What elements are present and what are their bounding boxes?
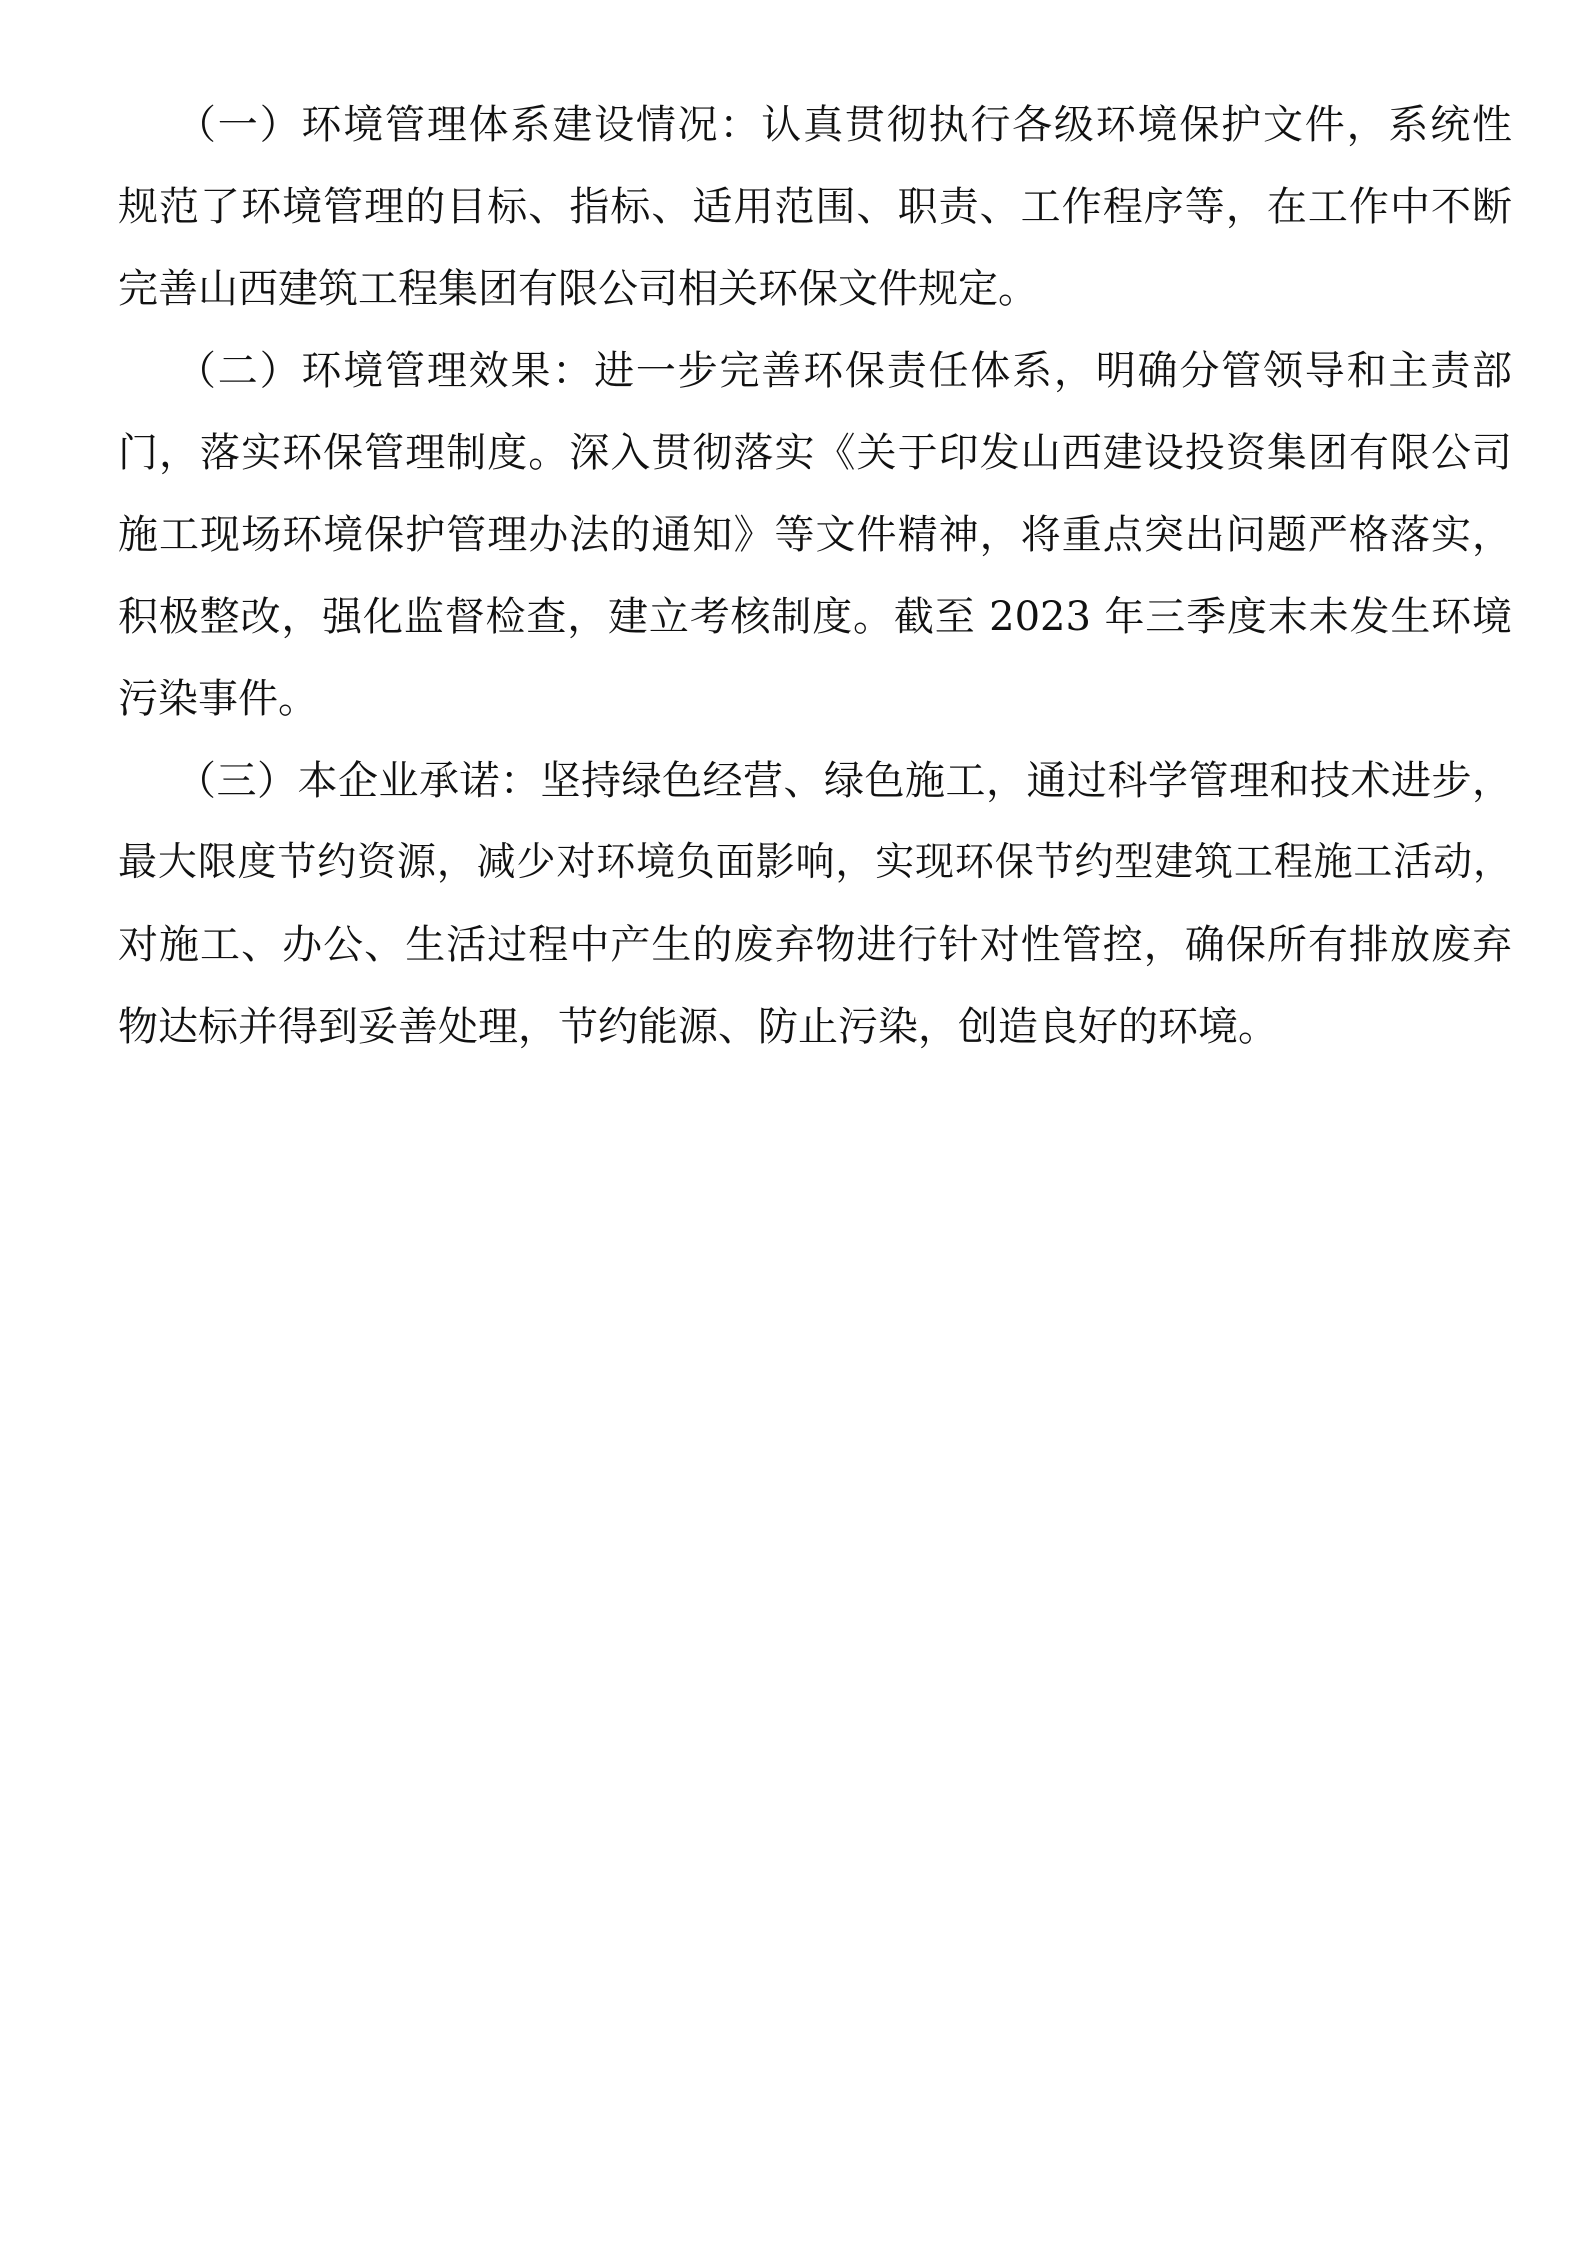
paragraph-line: 施工现场环境保护管理办法的通知》等文件精神，将重点突出问题严格落实， [118,512,1512,558]
paragraph-line: 积极整改，强化监督检查，建立考核制度。截至 2023 年三季度末未发生环境 [118,594,1512,640]
paragraph-line: 门，落实环保管理制度。深入贯彻落实《关于印发山西建设投资集团有限公司 [118,430,1512,476]
paragraph-line: 规范了环境管理的目标、指标、适用范围、职责、工作程序等，在工作中不断 [118,184,1512,230]
document-body [118,84,1512,1068]
paragraph-line: 完善山西建筑工程集团有限公司相关环保文件规定。 [118,266,1038,312]
paragraph-line: 污染事件。 [118,676,318,722]
paragraph-line: （三）本企业承诺：坚持绿色经营、绿色施工，通过科学管理和技术进步， [176,758,1512,804]
paragraph-environment-effect [118,330,1512,740]
paragraph-enterprise-commitment [118,740,1512,1068]
paragraph-line: （一）环境管理体系建设情况：认真贯彻执行各级环境保护文件，系统性 [176,102,1512,148]
paragraph-line: （二）环境管理效果：进一步完善环保责任体系，明确分管领导和主责部 [176,348,1512,394]
paragraph-line: 对施工、办公、生活过程中产生的废弃物进行针对性管控，确保所有排放废弃 [118,922,1512,968]
paragraph-line: 物达标并得到妥善处理，节约能源、防止污染，创造良好的环境。 [118,1004,1278,1050]
paragraph-line: 最大限度节约资源，减少对环境负面影响，实现环保节约型建筑工程施工活动， [118,840,1512,885]
paragraph-environment-system [118,84,1512,330]
